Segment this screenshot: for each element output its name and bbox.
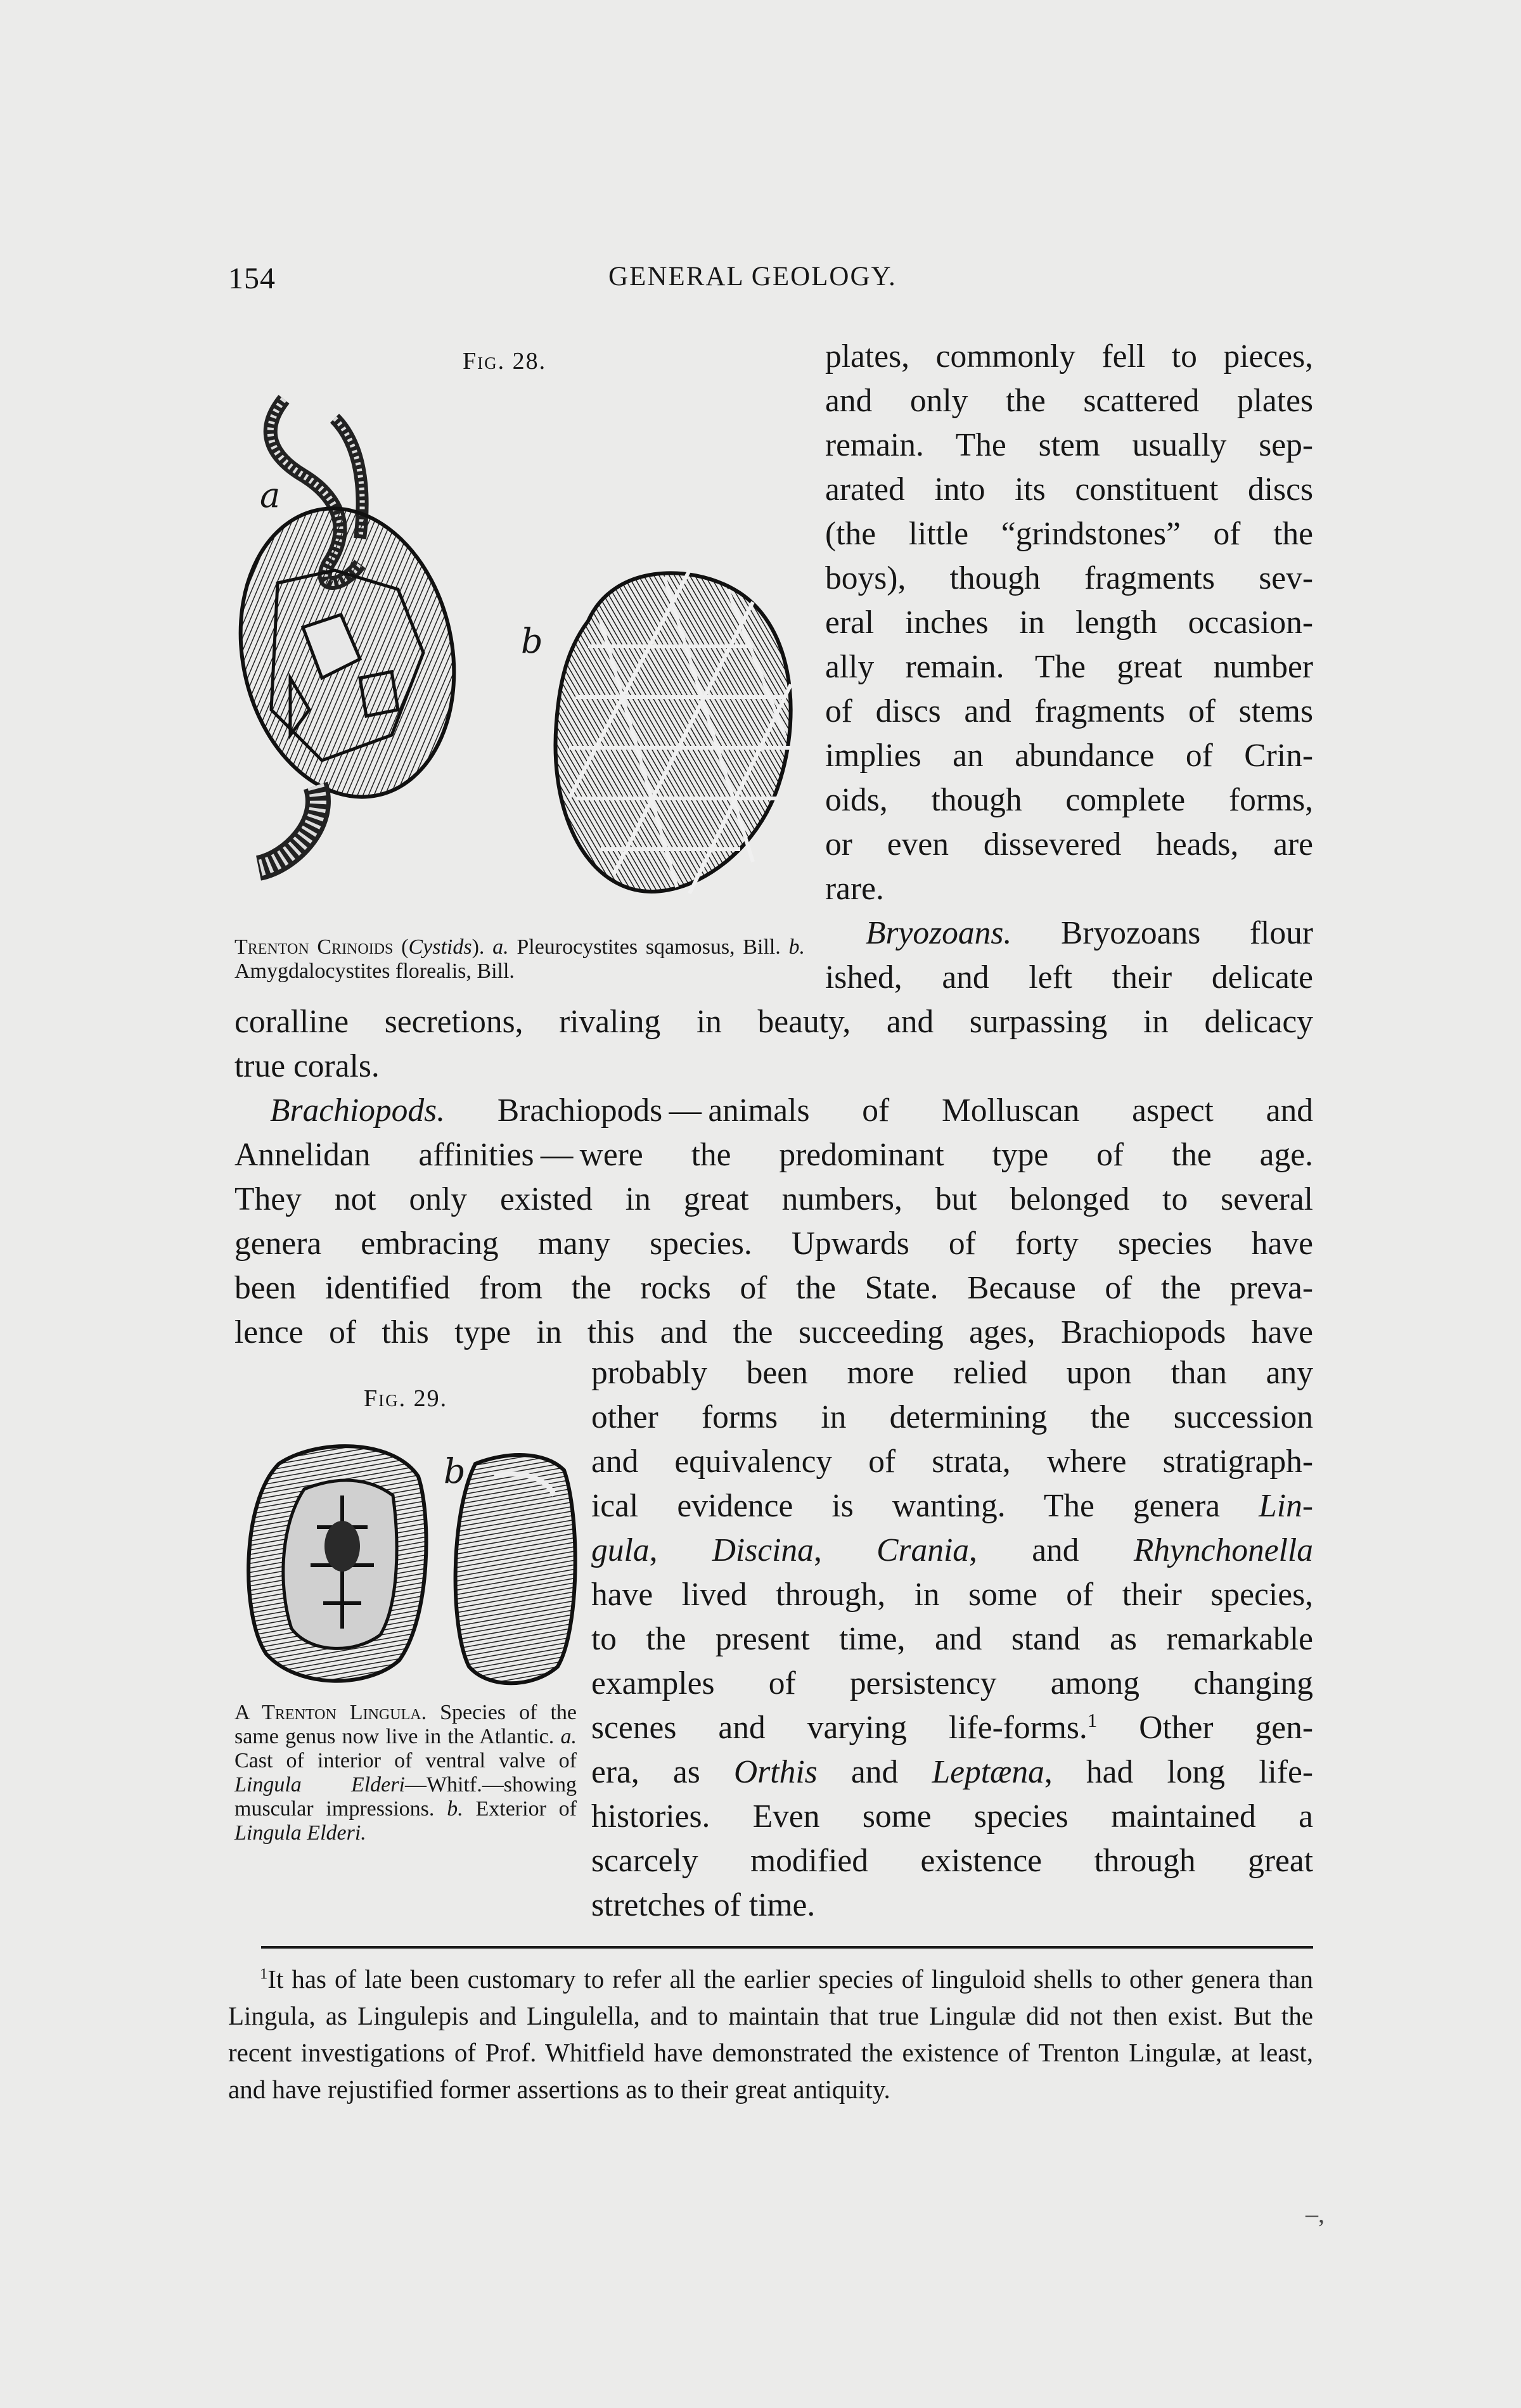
text-line: scarcely modified existence through great <box>591 1843 1313 1879</box>
text-run: ical evidence is wanting. The genera <box>591 1488 1259 1524</box>
genus-name: Crania <box>876 1532 970 1568</box>
figure-28-letter-b: b <box>521 621 543 661</box>
text-line: ished, and left their delicate <box>825 959 1313 996</box>
text-line: They not only existed in great numbers, but belonged to several <box>234 1181 1313 1217</box>
genus-name: Orthis <box>734 1754 818 1790</box>
genus-name: Rhynchonella <box>1133 1532 1313 1568</box>
text-run: , <box>649 1532 712 1568</box>
text-run: , <box>813 1532 877 1568</box>
caption-letter: b. <box>447 1797 463 1821</box>
footnote-rule <box>261 1946 1313 1949</box>
text-line: rare. <box>825 871 884 907</box>
caption-letter: b. <box>788 935 805 959</box>
text-line: or even dissevered heads, are <box>825 826 1313 862</box>
footnote-mark: 1 <box>260 1965 268 1983</box>
text-run: Other gen- <box>1097 1710 1313 1746</box>
bryozoans-line-1 <box>825 911 1313 956</box>
text-line: have lived through, in some of their species, <box>591 1577 1313 1613</box>
crinoid-paragraph <box>825 335 1313 1000</box>
footnote-reference-line <box>591 1706 1313 1750</box>
text-line: (the little “grindstones” of the <box>825 516 1313 552</box>
text-line: remain. The stem usually sep- <box>825 427 1313 463</box>
caption-text: Pleurocystites sqamosus, Bill. <box>508 935 789 959</box>
lingula-interior-cast <box>248 1446 426 1681</box>
running-head: GENERAL GEOLOGY. <box>608 262 897 291</box>
text-run: , and <box>969 1532 1134 1568</box>
figure-28-label: Fig. 28. <box>463 348 547 375</box>
text-line: other forms in determining the succession <box>591 1399 1313 1435</box>
brachiopods-heading: Brachiopods. <box>270 1092 446 1129</box>
caption-text: Species of the same genus now live in the Atlantic. <box>234 1701 577 1748</box>
genus-name: Lin- <box>1259 1488 1313 1524</box>
text-line: plates, commonly fell to pieces, <box>825 338 1313 375</box>
text-line: stretches of time. <box>591 1887 816 1923</box>
text-line: arated into its constituent discs <box>825 471 1313 508</box>
figure-28-letter-a: a <box>260 475 281 515</box>
bryozoans-continuation <box>234 1000 1313 1355</box>
text-line: coralline secretions, rivaling in beauty, and surpassing in delicacy <box>234 1004 1313 1040</box>
text-run: and <box>817 1754 932 1790</box>
caption-text: ). <box>472 935 493 959</box>
text-line: boys), though fragments sev- <box>825 560 1313 596</box>
genus-name: gula <box>591 1532 650 1568</box>
brachiopods-paragraph-continued <box>591 1351 1313 1928</box>
text-line: and only the scattered plates <box>825 383 1313 419</box>
caption-letter: a. <box>492 935 509 959</box>
caption-title: A Trenton Lingula. <box>234 1701 427 1724</box>
amygdalocystites-figure <box>555 570 791 893</box>
text-line: Annelidan affinities — were the predominant type of the age. <box>234 1137 1313 1173</box>
figure-29-label: Fig. 29. <box>364 1385 448 1412</box>
caption-italic: Cystids <box>408 935 472 959</box>
orthis-line <box>591 1750 1313 1795</box>
text-line: to the present time, and stand as remarkable <box>591 1621 1313 1657</box>
genus-name: Discina <box>712 1532 814 1568</box>
text-line: genera embracing many species. Upwards of forty species have <box>234 1226 1313 1262</box>
caption-italic: Lingula Elderi. <box>234 1821 366 1845</box>
text-line: been identified from the rocks of the State. Because of the preva- <box>234 1270 1313 1306</box>
text-line: true corals. <box>234 1048 380 1084</box>
genera-line-2 <box>591 1528 1313 1573</box>
text-line: histories. Even some species maintained a <box>591 1798 1313 1835</box>
genus-name: Leptæna <box>932 1754 1044 1790</box>
genera-line-1 <box>591 1484 1313 1528</box>
text-run: scenes and varying life-forms. <box>591 1710 1088 1746</box>
caption-title: Trenton Crinoids <box>234 935 394 959</box>
text-line: of discs and fragments of stems <box>825 693 1313 729</box>
text-line: oids, though complete forms, <box>825 782 1313 818</box>
page-number: 154 <box>228 262 276 295</box>
figure-29-lingula-illustration <box>241 1438 583 1692</box>
bryozoans-heading: Bryozoans. <box>866 915 1012 951</box>
text-run: Bryozoans flour <box>1011 915 1313 951</box>
text-line: eral inches in length occasion- <box>825 605 1313 641</box>
caption-text: —Whitf.—showing muscular impressions. <box>234 1773 577 1821</box>
caption-italic: Lingula Elderi <box>234 1773 405 1796</box>
caption-text: Exterior of <box>463 1797 577 1821</box>
footnote-text: It has of late been customary to refer all the earlier species of linguloid shells to other genera than Lingula, as Lingulepis and Lingulella, and to maintain that true Lingulæ did not then exist. But the recent investigations of Prof. Whitfield have demonstrated the existence of Trenton Lingulæ, at least, and have rejustified former assertions as to their great antiquity. <box>228 1964 1313 2104</box>
caption-text: Cast of interior of ventral valve of <box>234 1749 577 1772</box>
caption-letter: a. <box>560 1725 577 1748</box>
text-line: implies an abundance of Crin- <box>825 738 1313 774</box>
footnote-reference[interactable]: 1 <box>1087 1708 1098 1731</box>
text-line: and equivalency of strata, where stratigraph- <box>591 1444 1313 1480</box>
text-line: lence of this type in this and the succeeding ages, Brachiopods have <box>234 1314 1313 1350</box>
margin-mark: –, <box>1306 2200 1325 2228</box>
brachiopods-line-1 <box>234 1089 1313 1133</box>
figure-29-letter-b: b <box>444 1451 466 1491</box>
caption-text: ( <box>393 935 409 959</box>
text-line: probably been more relied upon than any <box>591 1355 1313 1391</box>
text-run: Brachiopods — animals of Molluscan aspect and <box>445 1092 1313 1129</box>
figure-28-caption <box>234 935 805 983</box>
text-line: examples of persistency among changing <box>591 1665 1313 1701</box>
lingula-exterior <box>456 1455 575 1683</box>
footnote <box>228 1961 1313 2108</box>
figure-29-caption <box>234 1701 577 1845</box>
text-run: , had long life- <box>1044 1754 1313 1790</box>
pleurocystites-figure <box>233 399 480 868</box>
caption-text: Amygdalocystites florealis, Bill. <box>234 959 515 983</box>
text-line: ally remain. The great number <box>825 649 1313 685</box>
text-run: era, as <box>591 1754 735 1790</box>
